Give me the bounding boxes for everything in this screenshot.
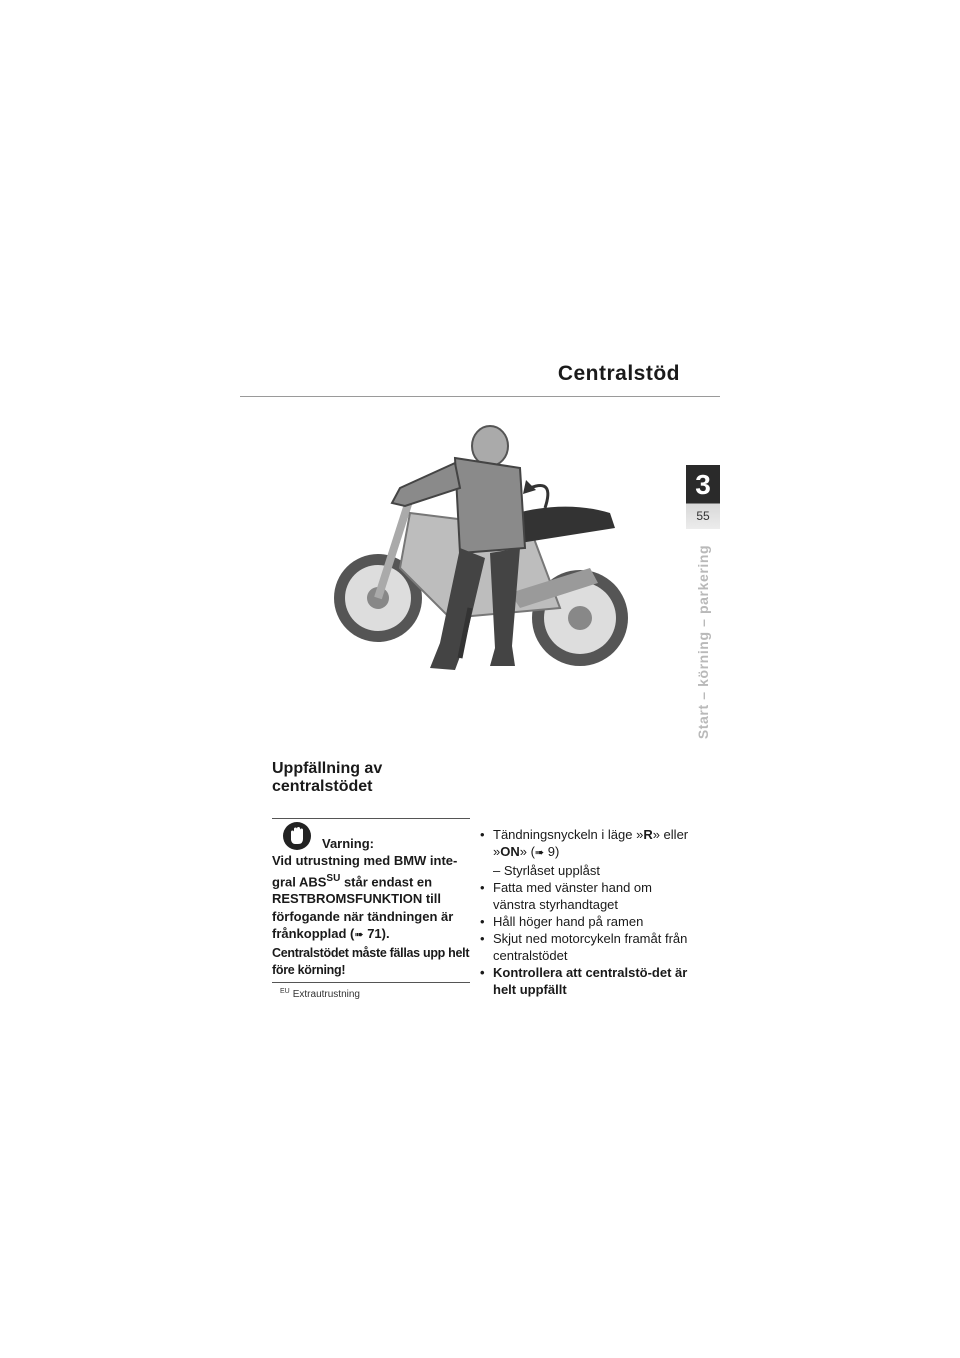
instruction-steps <box>480 826 690 998</box>
step-check-stand: • Kontrollera att centralstö-det är helt uppfällt <box>480 964 690 998</box>
footnote <box>280 988 360 1000</box>
hand-stop-icon <box>282 821 312 851</box>
step-left-hand: • Fatta med vänster hand om vänstra styrhandtaget <box>480 879 690 913</box>
arrow-ref-icon: ➠ <box>534 847 545 859</box>
chapter-tab <box>686 465 720 529</box>
chapter-side-label: Start – körning – parkering <box>695 544 711 740</box>
title-divider <box>240 396 720 397</box>
page-title: Centralstöd <box>557 362 680 385</box>
arrow-ref-icon: ➠ <box>354 929 364 942</box>
footnote-text: Extrautrustning <box>292 989 360 1000</box>
warning-bottom-rule <box>272 982 470 983</box>
footnote-mark: EU <box>280 988 290 995</box>
motorcycle-centerstand-illustration <box>330 418 630 688</box>
warning-text-1: Vid utrustning med BMW inte-gral $ABS^{SU}$ står endast en RESTBROMSFUNKTION till förfogande när tändningen är frånkopplad (➠ 71). <box>272 853 458 942</box>
warning-title: Varning: <box>322 835 375 851</box>
section-heading <box>272 760 472 796</box>
chapter-number: 3 <box>695 469 711 500</box>
step-right-hand: • Håll höger hand på ramen <box>480 913 690 930</box>
warning-box <box>272 818 470 983</box>
section-heading-line2: centralstödet <box>272 778 373 795</box>
step-ignition: • Tändningsnyckeln i läge »R» eller »ON» (➠ 9) <box>480 826 690 862</box>
page-number: 55 <box>696 509 710 523</box>
warning-text-2: Centralstödet måste fällas upp helt före körning! <box>272 945 470 977</box>
section-heading-line1: Uppfällning av <box>272 760 383 777</box>
step-push-forward: • Skjut ned motorcykeln framåt från centralstödet <box>480 930 690 964</box>
warning-top-rule <box>272 818 470 819</box>
step-ignition-sub: – Styrlåset upplåst <box>493 863 600 878</box>
